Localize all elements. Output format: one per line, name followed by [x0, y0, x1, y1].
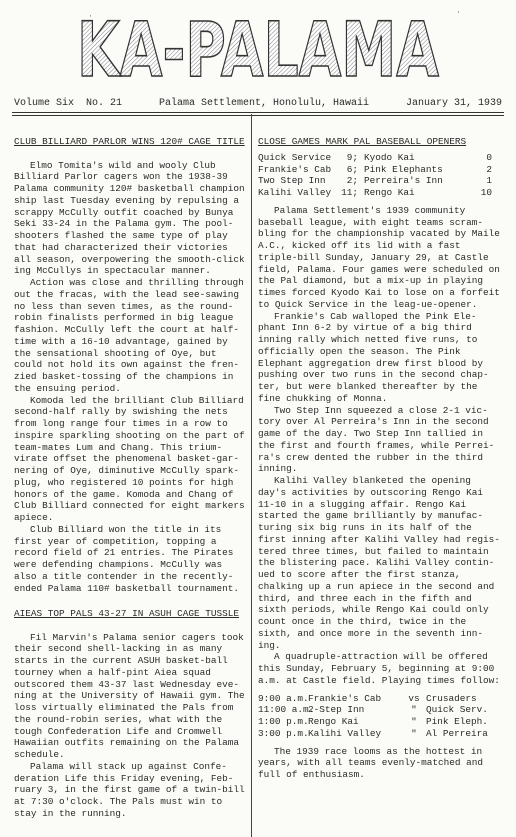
issue-date: January 31, 1939: [405, 98, 502, 109]
schedule-team1: Frankie's Cab: [308, 692, 382, 704]
article-paragraph: A quadruple-attraction will be offered this Sunday, February 5, beginning at 9:00 a.m. at Castle field. Playing times follow:: [258, 651, 500, 686]
headline-aieas: AIEAS TOP PALS 43-27 IN ASUH CAGE TUSSLE: [14, 608, 240, 619]
schedule-team1: 2-Step Inn: [308, 704, 365, 716]
schedule-team2: Quick Serv.: [426, 704, 488, 716]
score-team2: Kyodo Kai: [364, 151, 415, 163]
score-team1: Two Step Inn: [258, 175, 326, 187]
article-paragraph: Fil Marvin's Palama senior cagers took their second shell-lacking in as many starts in the current ASUH basket-ball tourney when a half-pint Aiea squad outscored them 43-37 last Wednesday eve-ning at the University of Hawaii gym. The loss virtually eliminated the Pals from the round-robin series, what with the tough Confederation Life and Cromwell Hawaiian outfits remaining on the Palama schedule.: [14, 631, 251, 760]
issue-info-line: [14, 98, 502, 109]
volume: Volume Six: [14, 98, 75, 109]
schedule-vs: ": [411, 704, 417, 716]
score-team2: Rengo Kai: [364, 187, 415, 198]
article-paragraph: Palama Settlement's 1939 community baseball league, with eight teams scram-bling for the championship vacated by Maile A.C., kicked off its lid with a fast triple-bill Sunday, January 29, at Castle field, Palama. Four games were scheduled on the Pal diamond, but a mix-up in playing times forced Kyodo Kai to lose on a forfeit to Quick Service in the leag-ue-opener.: [258, 204, 506, 310]
schedule-vs: vs: [408, 692, 420, 704]
article-paragraph: Komoda led the brilliant Club Billiard second-half rally by swishing the nets from long range four times in a row to inspire sparkling shooting on the part of team-mates Lum and Chang. This trium-virate offset the phenomenal basket-gar-nering of Oye, diminutive McCully spark-plug, who registered 10 points for high honors of the game. Komoda and Chang of Club Billiard connected for eight markers apiece.: [14, 394, 251, 523]
schedule-team2: Al Perreira: [426, 727, 488, 739]
scores-table: [258, 152, 504, 199]
score-team1: Frankie's Cab: [258, 163, 332, 175]
score-value1: 11;: [341, 187, 358, 198]
left-column-lower: [14, 608, 250, 820]
column-divider: [251, 114, 252, 837]
score-value1: 9;: [346, 151, 358, 163]
schedule-team1: Kalihi Valley: [308, 727, 382, 739]
article-paragraph: Elmo Tomita's wild and wooly Club Billiard Parlor cagers won the 1938-39 Palama community 120# basketball champion ship last Tuesday evening by repulsing a scrappy McCully outfit coached by Bunya Seki 33-24 in the Palama gym. The pool-shooters flashed the same type of play that had characterized their victories all season, overpowering the smooth-click ing McCullys in spectacular manner.: [14, 159, 251, 277]
article-paragraph: Palama will stack up against Confe-deration Life this Friday evening, Feb-ruary 3, in the first game of a twin-bill at 7:30 o'clock. The Pals must win to stay in the running.: [14, 760, 251, 819]
top-rule-second: [12, 115, 504, 116]
score-value2: 1: [486, 175, 492, 187]
article-paragraph: Two Step Inn squeezed a close 2-1 vic-tory over Al Perreira's Inn in the second game of the day. Two Step Inn tallied in the first and fourth frames, while Perrei-ra's crew dented the rubber in the third inning.: [258, 404, 495, 475]
score-team1: Quick Service: [258, 151, 332, 163]
score-value2: 0: [486, 151, 492, 163]
score-team2: Perreira's Inn: [364, 175, 443, 187]
schedule-vs: ": [411, 716, 417, 727]
decorative-dot: ·: [88, 12, 93, 21]
headline-club-billiard: CLUB BILLIARD PARLOR WINS 120# CAGE TITLE: [14, 136, 245, 147]
decorative-dot: ·: [456, 8, 461, 17]
schedule-team2: Crusaders: [426, 692, 477, 704]
score-value2: 2: [486, 163, 492, 175]
masthead-logo: [70, 6, 446, 90]
article-paragraph: Frankie's Cab walloped the Pink Ele-phant Inn 6-2 by virtue of a big third inning rally which netted five runs, to officially open the season. The Pink Elephant aggregation drew first blood by pushing over two runs in the second chap-ter, but were blanked thereafter by the fine chukking of Monna.: [258, 310, 489, 404]
masthead: [70, 6, 446, 90]
schedule-time: 9:00 a.m.: [258, 692, 309, 704]
article-paragraph: The 1939 race looms as the hottest in years, with all teams evenly-matched and full of enthusiasm.: [258, 745, 489, 780]
left-column: [14, 136, 250, 594]
masthead-title: KA-PALAMA: [77, 6, 440, 90]
schedule-time: 3:00 p.m.: [258, 727, 309, 739]
score-value2: 10: [480, 187, 492, 198]
headline-baseball: CLOSE GAMES MARK PAL BASEBALL OPENERS: [258, 136, 467, 147]
article-paragraph: Club Billiard won the title in its first year of competition, topping a record field of 21 entries. The Pirates were defending champions. McCully was also a title contender in the recently-ended Palama 110# basketball tournament.: [14, 523, 240, 594]
schedule-table: [258, 693, 504, 740]
article-paragraph: Action was close and thrilling through out the fracas, with the lead see-sawing no less than seven times, as the round-robin finalists performed in big league fashion. McCully left the court at half-time with a 16-10 advantage, gained by the sensational shooting of Oye, but could not hold its own against the fren-zied basket-tossing of the champions in the ensuing period.: [14, 277, 250, 394]
score-value1: 6;: [346, 163, 358, 175]
schedule-team2: Pink Eleph.: [426, 716, 488, 727]
article-paragraph: Kalihi Valley blanketed the opening day's activities by outscoring Rengo Kai 11-10 in a slugging affair. Rengo Kai started the game brilliantly by manufac-turing six big runs in its half of the first inning after Kalihi Valley had regis-tered three times, but failed to maintain the blistering pace. Kalihi Valley contin-ued to score after the first stanza, chalking up a run apiece in the second and third, and three each in the fifth and sixth periods, while Rengo Kai could only count once in the third, twice in the sixth, and once more in the seventh inn-ing.: [258, 475, 500, 651]
right-column: [258, 136, 504, 781]
score-team2: Pink Elephants: [364, 163, 443, 175]
schedule-vs: ": [411, 727, 417, 739]
score-team1: Kalihi Valley: [258, 187, 332, 198]
issue-number: No. 21: [86, 98, 123, 109]
schedule-time: 11:00 a.m.: [258, 704, 315, 716]
place: Palama Settlement, Honolulu, Hawaii: [158, 98, 370, 109]
schedule-time: 1:00 p.m.: [258, 716, 309, 727]
score-value1: 2;: [346, 175, 358, 187]
top-rule: [12, 112, 504, 113]
schedule-team1: Rengo Kai: [308, 716, 359, 727]
